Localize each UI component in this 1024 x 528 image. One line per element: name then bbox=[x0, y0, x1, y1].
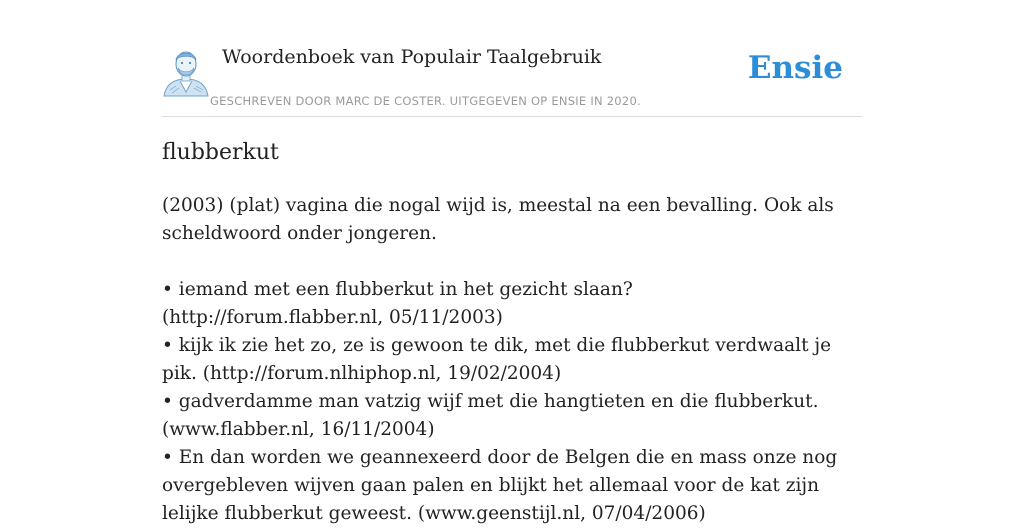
example-citation: • En dan worden we geannexeerd door de Belgen die en mass onze nog overgebleven wijven gaan palen en blijkt het allemaal voor de kat zijn lelijke flubberkut geweest. (www.geenstijl.nl, 07/04/2006) bbox=[162, 447, 838, 524]
example-citation: • gadverdamme man vatzig wijf met die hangtieten en die flubberkut. (www.flabber.nl, 16/11/2004) bbox=[162, 391, 819, 440]
example-citation: • iemand met een flubberkut in het gezicht slaan? (http://forum.flabber.nl, 05/11/2003) bbox=[162, 279, 633, 328]
author-portrait-icon bbox=[162, 46, 210, 96]
author-byline: GESCHREVEN DOOR MARC DE COSTER. UITGEGEVEN OP ENSIE IN 2020. bbox=[210, 94, 641, 108]
definition-text: (2003) (plat) vagina die nogal wijd is, meestal na een bevalling. Ook als scheldwoord onder jongeren. bbox=[162, 195, 834, 244]
entry-headword: flubberkut bbox=[162, 140, 279, 165]
paragraph-gap bbox=[162, 248, 852, 276]
entry-definition bbox=[162, 192, 852, 528]
book-title[interactable]: Woordenboek van Populair Taalgebruik bbox=[222, 46, 602, 68]
example-citation: • kijk ik zie het zo, ze is gewoon te dik, met die flubberkut verdwaalt je pik. (http://forum.nlhiphop.nl, 19/02/2004) bbox=[162, 335, 832, 384]
brand-logo[interactable]: Ensie bbox=[747, 50, 843, 86]
header bbox=[162, 40, 862, 117]
